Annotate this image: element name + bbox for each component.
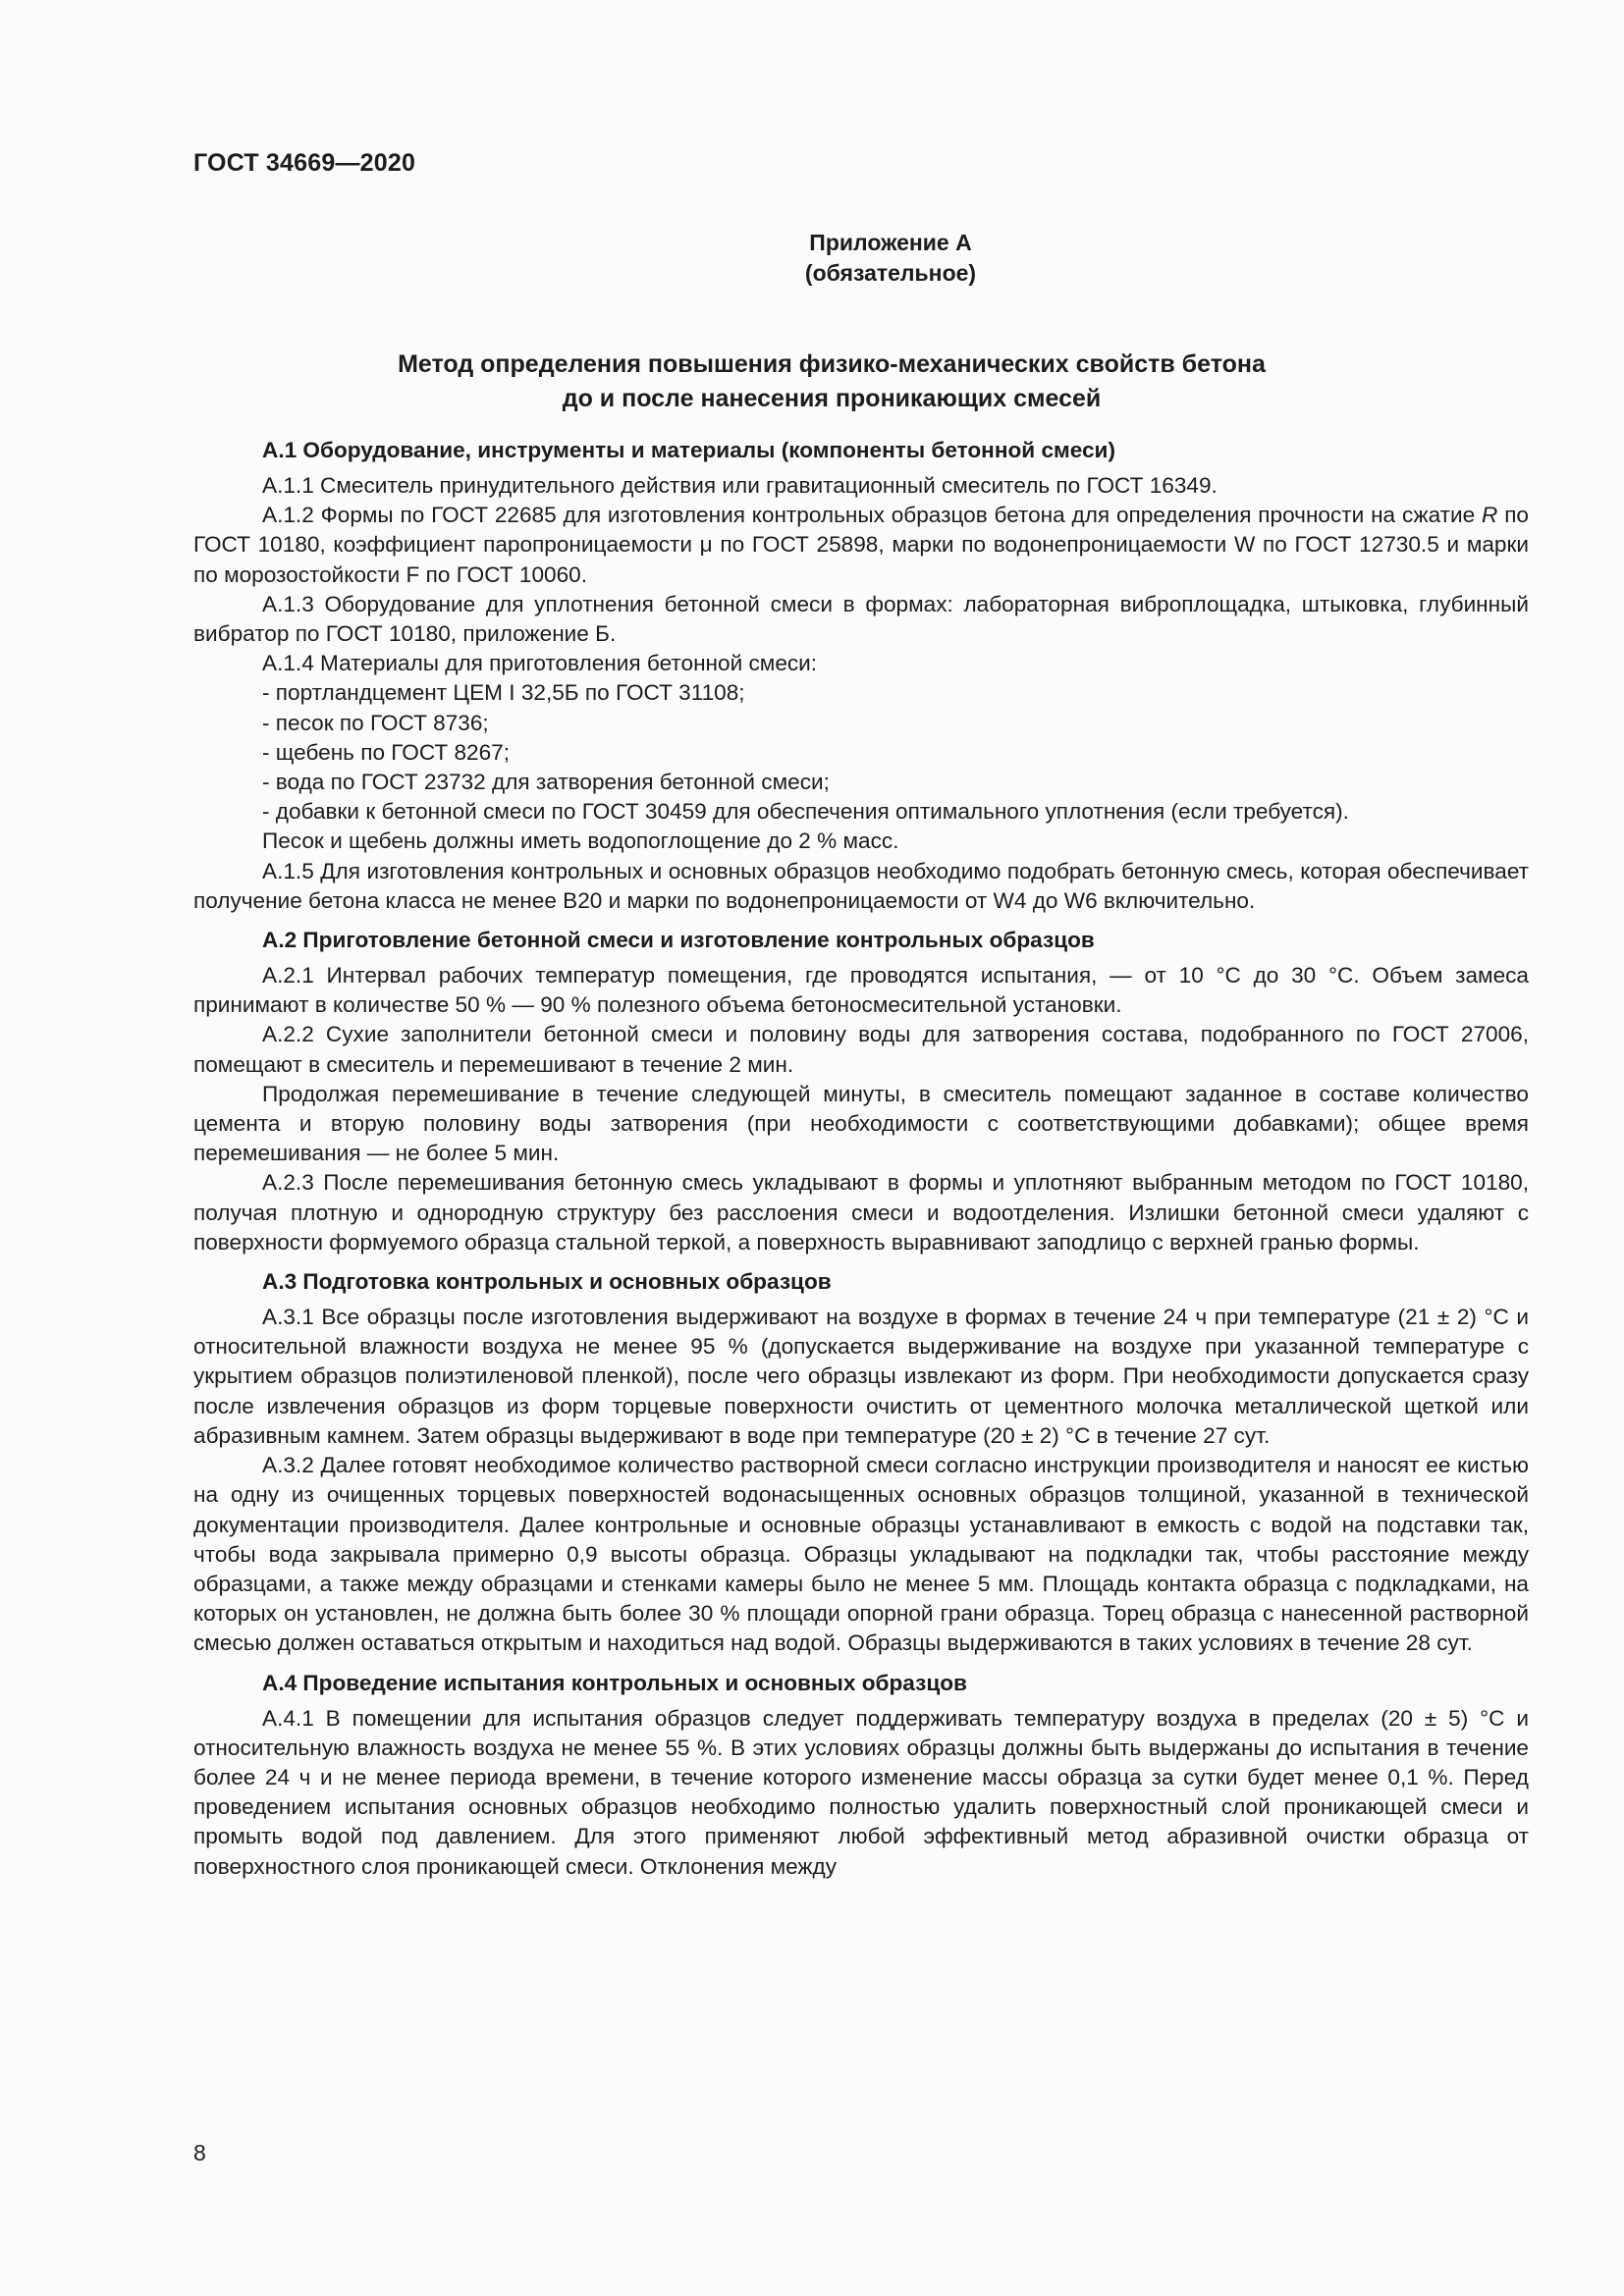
appendix-status: (обязательное)	[804, 260, 977, 286]
standard-designation: ГОСТ 34669—2020	[193, 149, 416, 177]
paragraph-a2-2: А.2.2 Сухие заполнители бетонной смеси и половину воды для затворения состава, подобранного по ГОСТ 27006, помещают в смеситель и перемешивают в течение 2 мин.	[193, 1022, 1529, 1077]
document-body	[193, 436, 1529, 1882]
section-heading-a1: А.1 Оборудование, инструменты и материалы (компоненты бетонной смеси)	[262, 438, 1115, 462]
section-heading-a2: А.2 Приготовление бетонной смеси и изготовление контрольных образцов	[262, 928, 1095, 953]
paragraph-a2-4: А.2.3 После перемешивания бетонную смесь укладывают в формы и уплотняют выбранным методом по ГОСТ 10180, получая плотную и однородную структуру без расслоения смеси и водоотделения. Излишки бетонной смеси удаляют с поверхности формуемого образца стальной теркой, а поверхность выравнивают заподлицо с верхней гранью формы.	[193, 1170, 1529, 1255]
paragraph-a3-1: А.3.1 Все образцы после изготовления выдерживают на воздухе в формах в течение 24 ч при температуре (21 ± 2) °С и относительной влажности воздуха не менее 95 % (допускается выдерживание на воздухе при указанной температуре с укрытием образцов полиэтиленовой пленкой), после чего образцы извлекают из форм. При необходимости допускается сразу после извлечения образцов из форм торцевые поверхности очистить от цементного молочка металлической щеткой или абразивным камнем. Затем образцы выдерживают в воде при температуре (20 ± 2) °С в течение 27 сут.	[193, 1305, 1529, 1448]
section-heading-a4: А.4 Проведение испытания контрольных и основных образцов	[262, 1670, 967, 1695]
section-heading-a3: А.3 Подготовка контрольных и основных образцов	[262, 1269, 832, 1295]
paragraph-a2-3: Продолжая перемешивание в течение следующей минуты, в смеситель помещают заданное в составе количество цемента и вторую половину воды затворения (при необходимости с соответствующими добавками); общее время перемешивания — не более 5 мин.	[193, 1081, 1529, 1166]
paragraph-a1-2-start: А.1.2 Формы по ГОСТ 22685 для изготовления контрольных образцов бетона для определения прочности на сжатие	[262, 503, 1483, 528]
paragraph-a1-6: А.1.5 Для изготовления контрольных и основных образцов необходимо подобрать бетонную смесь, которая обеспечивает получение бетона класса не менее В20 и марки по водонепроницаемости от W4 до W6 включительно.	[193, 858, 1529, 913]
appendix-heading	[0, 228, 1624, 289]
strength-symbol: R	[1482, 503, 1498, 528]
paragraph-a1-4: А.1.4 Материалы для приготовления бетонной смеси:	[262, 651, 818, 676]
paragraph-a1-2	[193, 501, 1529, 590]
title-line-1: Метод определения повышения физико-механических свойств бетона	[398, 350, 1266, 378]
paragraph-a1-5: Песок и щебень должны иметь водопоглощение до 2 % масс.	[262, 828, 899, 854]
paragraph-a1-2-end: по ГОСТ 10180, коэффициент паропроницаемости μ по ГОСТ 25898, марки по водонепроницаемости W по ГОСТ 12730.5 и марки по морозостойкости F по ГОСТ 10060.	[193, 503, 1529, 587]
list-item: - вода по ГОСТ 23732 для затворения бетонной смеси;	[262, 770, 830, 795]
list-item: - щебень по ГОСТ 8267;	[262, 739, 511, 765]
paragraph-a1-1: А.1.1 Смеситель принудительного действия или гравитационный смеситель по ГОСТ 16349.	[262, 473, 1218, 498]
paragraph-a4-1: А.4.1 В помещении для испытания образцов следует поддерживать температуру воздуха в пределах (20 ± 5) °С и относительную влажность воздуха не менее 55 %. В этих условиях образцы должны быть выдержаны до испытания в течение более 24 ч и не менее периода времени, в течение которого изменение массы образца за сутки будет менее 0,1 %. Перед проведением испытания основных образцов необходимо полностью удалить поверхностный слой проникающей смеси и промыть водой под давлением. Для этого применяют любой эффективный метод абразивной очистки образца от поверхностного слоя проникающей смеси. Отклонения между	[193, 1705, 1529, 1879]
paragraph-a2-1: А.2.1 Интервал рабочих температур помещения, где проводятся испытания, — от 10 °С до 30 °С. Объем замеса принимают в количестве 50 % — 90 % полезного объема бетоносмесительной установки.	[193, 963, 1529, 1018]
paragraph-a3-2: А.3.2 Далее готовят необходимое количество растворной смеси согласно инструкции производителя и наносят ее кистью на одну из очищенных торцевых поверхностей водонасыщенных основных образцов толщиной, указанной в технической документации производителя. Далее контрольные и основные образцы устанавливают в емкость с водой на подставки так, чтобы вода закрывала примерно 0,9 высоты образца. Образцы укладывают на подкладки так, чтобы расстояние между образцами, а также между образцами и стенками камеры было не менее 5 мм. Площадь контакта образца с подкладками, на которых он установлен, не должна быть более 30 % площади опорной грани образца. Торец образца с нанесенной растворной смесью должен оставаться открытым и находиться над водой. Образцы выдерживаются в таких условиях в течение 28 сут.	[193, 1453, 1529, 1656]
paragraph-a1-3: А.1.3 Оборудование для уплотнения бетонной смеси в формах: лабораторная виброплощадка, штыковка, глубинный вибратор по ГОСТ 10180, приложение Б.	[193, 591, 1529, 647]
appendix-title	[0, 347, 1624, 416]
page-number: 8	[193, 2140, 206, 2165]
list-item: - добавки к бетонной смеси по ГОСТ 30459 для обеспечения оптимального уплотнения (если требуется).	[262, 799, 1349, 825]
list-item: - портландцемент ЦЕМ I 32,5Б по ГОСТ 31108;	[262, 680, 745, 706]
title-line-2: до и после нанесения проникающих смесей	[562, 385, 1102, 412]
appendix-label: Приложение А	[809, 230, 972, 255]
list-item: - песок по ГОСТ 8736;	[262, 710, 489, 735]
